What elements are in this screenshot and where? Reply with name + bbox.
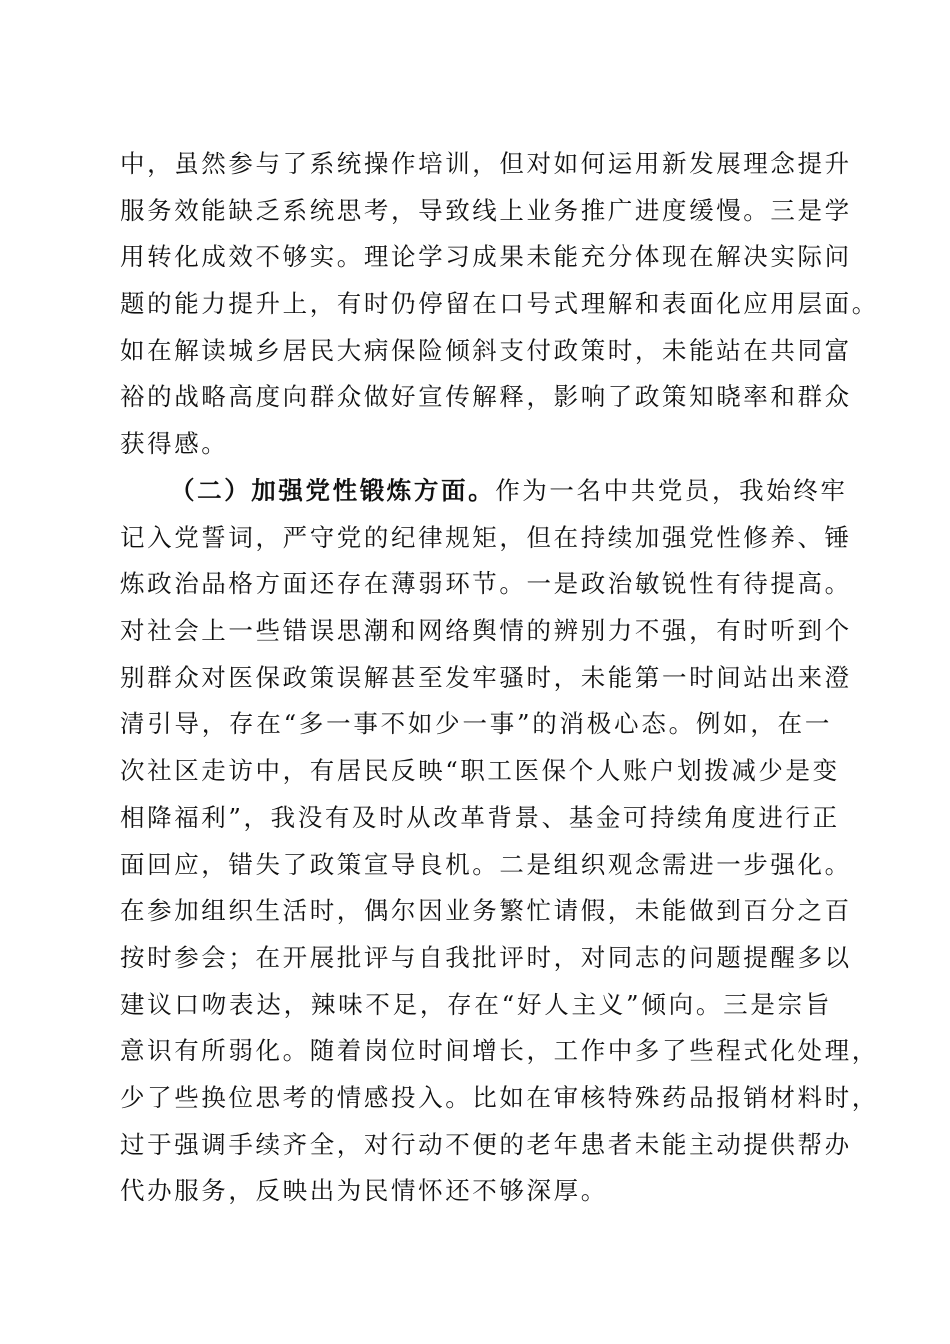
text-line: 相降福利”，我没有及时从改革背景、基金可持续角度进行正 [120, 802, 840, 832]
text-line: 代办服务，反映出为民情怀还不够深厚。 [120, 1176, 608, 1206]
text-line: 对社会上一些错误思潮和网络舆情的辨别力不强，有时听到个 [120, 616, 852, 646]
text-line: 用转化成效不够实。理论学习成果未能充分体现在解决实际问 [120, 242, 852, 272]
paragraph-first-line [120, 468, 848, 515]
text-line: 建议口吻表达，辣味不足，存在“好人主义”倾向。三是宗旨 [120, 989, 832, 1019]
text-line: 记入党誓词，严守党的纪律规矩，但在持续加强党性修养、锤 [120, 522, 852, 552]
paragraph-learning-issues [120, 141, 879, 468]
text-line: 清引导，存在“多一事不如少一事”的消极心态。例如，在一 [120, 709, 832, 739]
text-line: 少了些换位思考的情感投入。比如在审核特殊药品报销材料时， [120, 1082, 879, 1112]
text-line: 炼政治品格方面还存在薄弱环节。一是政治敏锐性有待提高。 [120, 569, 852, 599]
text-span: 作为一名中共党员，我始终牢 [495, 476, 848, 505]
text-line: 题的能力提升上，有时仍停留在口号式理解和表面化应用层面。 [120, 289, 879, 319]
text-line: 别群众对医保政策误解甚至发牢骚时，未能第一时间站出来澄 [120, 662, 852, 692]
text-line: 过于强调手续齐全，对行动不便的老年患者未能主动提供帮办 [120, 1129, 852, 1159]
text-line: 裕的战略高度向群众做好宣传解释，影响了政策知晓率和群众 [120, 382, 852, 412]
text-line: 中，虽然参与了系统操作培训，但对如何运用新发展理念提升 [120, 149, 852, 178]
text-line: 获得感。 [120, 429, 229, 459]
text-line: 服务效能缺乏系统思考，导致线上业务推广进度缓慢。三是学 [120, 195, 852, 225]
text-line: 面回应，错失了政策宣导良机。二是组织观念需进一步强化。 [120, 849, 852, 879]
text-line: 如在解读城乡居民大病保险倾斜支付政策时，未能站在共同富 [120, 335, 852, 365]
section-heading: （二）加强党性锻炼方面。 [170, 476, 496, 505]
paragraph-party-spirit [120, 468, 879, 1215]
text-line: 按时参会；在开展批评与自我批评时，对同志的问题提醒多以 [120, 942, 852, 972]
text-line: 在参加组织生活时，偶尔因业务繁忙请假，未能做到百分之百 [120, 896, 852, 926]
text-line: 次社区走访中，有居民反映“职工医保个人账户划拨减少是变 [120, 756, 840, 786]
text-line: 意识有所弱化。随着岗位时间增长，工作中多了些程式化处理， [120, 1036, 879, 1066]
